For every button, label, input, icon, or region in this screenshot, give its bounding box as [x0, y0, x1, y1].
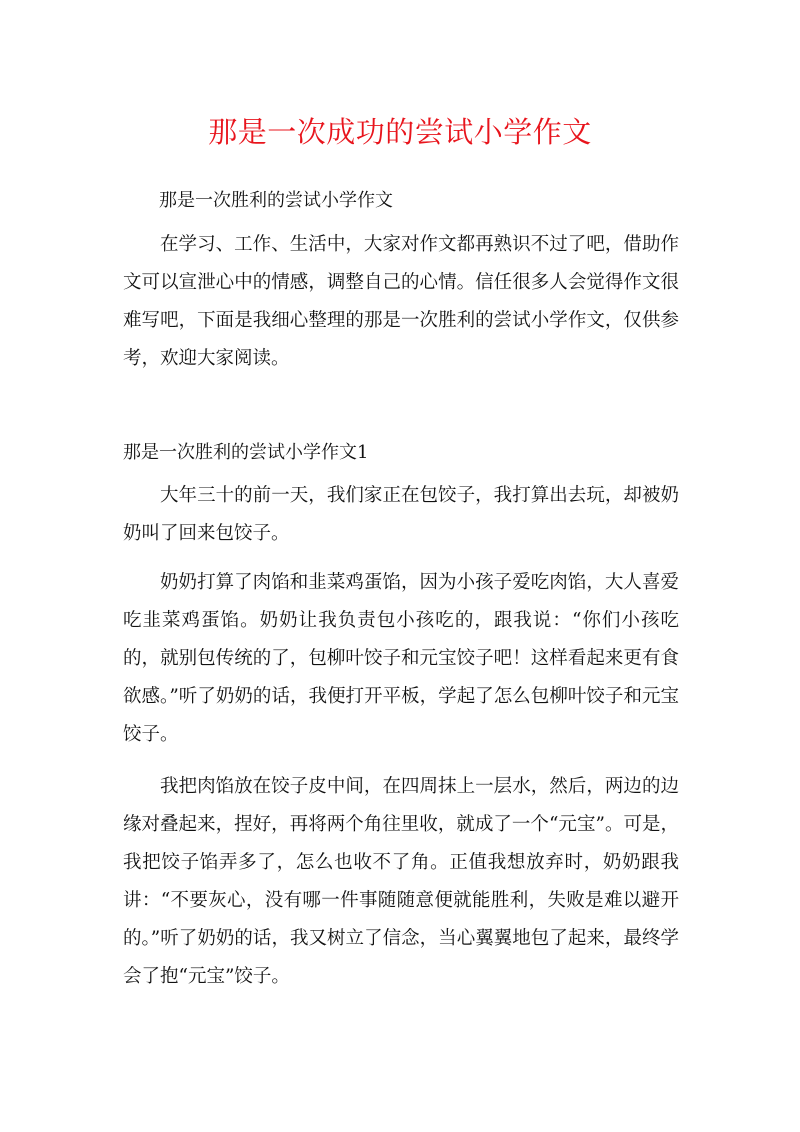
section-heading: 那是一次胜利的尝试小学作文1: [123, 442, 369, 463]
paragraph-3: 我把肉馅放在饺子皮中间，在四周抹上一层水，然后，两边的边缘对叠起来，捏好，再将两个角往里收，就成了一个“元宝”。可是，我把饺子馅弄多了，怎么也收不了角。正值我想放弃时，奶奶跟我讲：“不要灰心，没有哪一件事随随意便就能胜利，失败是难以避开的。”听了奶奶的话，我又树立了信念，当心翼翼地包了起来，最终学会了抱“元宝”饺子。: [123, 776, 679, 987]
document-title: 那是一次成功的尝试小学作文: [208, 115, 592, 149]
paragraph-1: 大年三十的前一天，我们家正在包饺子，我打算出去玩，却被奶奶叫了回来包饺子。: [123, 485, 679, 544]
document-subtitle: 那是一次胜利的尝试小学作文: [159, 190, 393, 211]
paragraph-2: 奶奶打算了肉馅和韭菜鸡蛋馅，因为小孩子爱吃肉馅，大人喜爱吃韭菜鸡蛋馅。奶奶让我负责包小孩吃的，跟我说：“你们小孩吃的，就别包传统的了，包柳叶饺子和元宝饺子吧！这样看起来更有食欲感。”听了奶奶的话，我便打开平板，学起了怎么包柳叶饺子和元宝饺子。: [123, 572, 679, 745]
intro-paragraph: 在学习、工作、生活中，大家对作文都再熟识不过了吧，借助作文可以宣泄心中的情感，调整自己的心情。信任很多人会觉得作文很难写吧，下面是我细心整理的那是一次胜利的尝试小学作文，仅供参考，欢迎大家阅读。: [123, 234, 679, 369]
